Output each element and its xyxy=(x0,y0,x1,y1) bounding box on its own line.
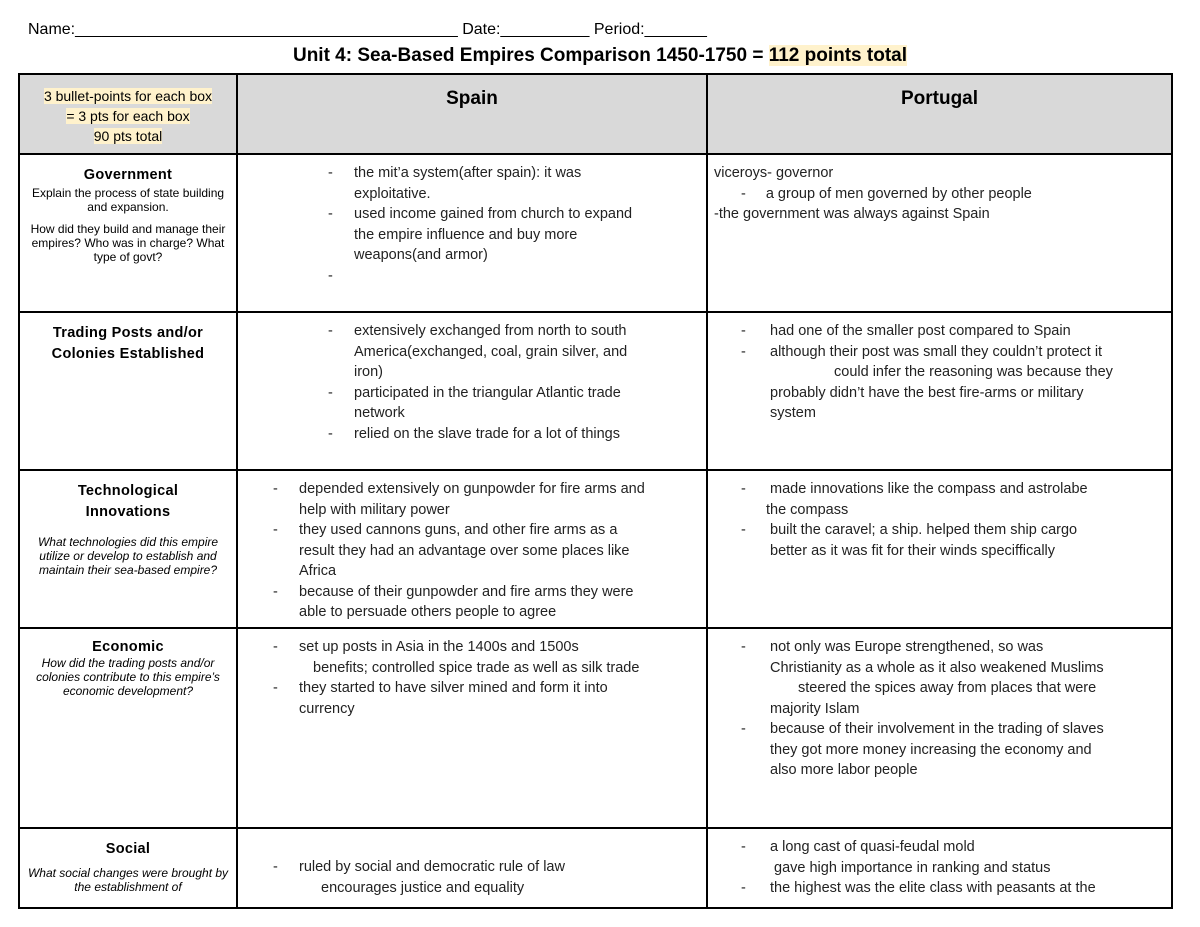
cell-line: relied on the slave trade for a lot of things xyxy=(354,425,620,442)
cell-line: probably didn’t have the best fire-arms or military xyxy=(770,384,1084,401)
header-row xyxy=(19,74,1172,154)
portugal-cell: - not only was Europe strengthened, so was Christianity as a whole as it also weakened Muslims steered the spices away from places that were majority Islam - because of their involvement in the trading of slaves they got more money increasing the economy and also more labor people xyxy=(707,628,1172,828)
category-question: How did the trading posts and/or colonies contribute to this empire’s economic development? xyxy=(36,656,220,698)
cell-line: better as it was fit for their winds speciffically xyxy=(770,542,1056,559)
cell-line: network xyxy=(354,405,405,421)
cell-line: the mit’a system(after spain): it was xyxy=(354,165,582,181)
table-row xyxy=(19,828,1172,908)
category-cell xyxy=(19,312,237,470)
cell-line: also more labor people xyxy=(770,762,918,778)
cell-line: had one of the smaller post compared to Spain xyxy=(770,323,1071,339)
cell-line: they used cannons guns, and other fire arms as a xyxy=(299,522,618,538)
cell-line: because of their involvement in the trading of slaves xyxy=(770,721,1104,737)
table-row xyxy=(19,312,1172,470)
category-question: Explain the process of state building and expansion. xyxy=(31,186,225,214)
cell-line: set up posts in Asia in the 1400s and 1500s xyxy=(299,639,579,655)
spain-cell: - depended extensively on gunpowder for fire arms and help with military power - they used cannons guns, and other fire arms as a result they had an advantage over some places like Africa - because of their gunpowder and fire arms they were able to persuade others people to agree xyxy=(237,470,707,628)
cell-line: built the caravel; a ship. helped them ship cargo xyxy=(770,522,1078,538)
cell-line: they started to have silver mined and form it into xyxy=(299,680,608,696)
portugal-cell: viceroys- governor - a group of men governed by other people -the government was always against Spain xyxy=(707,154,1172,312)
cell-line: ruled by social and democratic rule of law xyxy=(299,859,565,875)
cell-line: they got more money increasing the economy and xyxy=(770,741,1092,758)
cell-line: steered the spices away from places that were xyxy=(798,680,1097,696)
cell-line: depended extensively on gunpowder for fire arms and xyxy=(299,481,645,497)
page-title xyxy=(0,45,1200,67)
rubric-line: = 3 pts for each box xyxy=(66,108,190,124)
cell-line: a group of men governed by other people xyxy=(765,185,1032,202)
cell-line: exploitative. xyxy=(354,185,431,202)
category-question: What social changes were brought by the establishment of xyxy=(27,866,229,894)
column-header-spain: Spain xyxy=(237,74,707,154)
cell-line: although their post was small they couldn’t protect it xyxy=(770,343,1103,360)
spain-cell: - set up posts in Asia in the 1400s and 1500s benefits; controlled spice trade as well as silk trade - they started to have silver mined and form it into currency xyxy=(237,628,707,828)
category-cell xyxy=(19,628,237,828)
cell-line: the empire influence and buy more xyxy=(354,226,578,243)
rubric-line: 3 bullet-points for each box xyxy=(43,88,213,104)
rubric-cell xyxy=(19,74,237,154)
category-name: Government xyxy=(83,167,173,183)
cell-line: participated in the triangular Atlantic trade xyxy=(354,384,621,401)
comparison-table xyxy=(18,73,1173,909)
cell-line: system xyxy=(770,405,816,421)
table-row xyxy=(19,154,1172,312)
portugal-cell: - had one of the smaller post compared to Spain - although their post was small they couldn’t protect it could infer the reasoning was because they probably didn’t have the best fire-arms or military system xyxy=(707,312,1172,470)
category-cell xyxy=(19,828,237,908)
category-name: Economic xyxy=(92,639,164,655)
cell-line: -the government was always against Spain xyxy=(714,206,990,222)
cell-line: America(exchanged, coal, grain silver, and xyxy=(354,343,628,360)
rubric-line: 90 pts total xyxy=(93,128,163,144)
cell-line: encourages justice and equality xyxy=(321,879,525,896)
cell-line: weapons(and armor) xyxy=(354,247,488,263)
cell-line: made innovations like the compass and astrolabe xyxy=(770,481,1088,497)
cell-line: the compass xyxy=(766,501,849,518)
cell-line: could infer the reasoning was because they xyxy=(834,364,1113,380)
category-name: Technological Innovations xyxy=(77,483,179,520)
category-cell xyxy=(19,470,237,628)
title-main: Unit 4: Sea-Based Empires Comparison 1450-1750 = xyxy=(292,45,769,66)
cell-line: because of their gunpowder and fire arms they were xyxy=(299,583,634,600)
portugal-cell: - a long cast of quasi-feudal mold gave high importance in ranking and status - the highest was the elite class with peasants at the xyxy=(707,828,1172,908)
title-points-highlight: 112 points total xyxy=(768,45,908,66)
category-cell xyxy=(19,154,237,312)
category-question: What technologies did this empire utilize or develop to establish and maintain their sea-based empire? xyxy=(37,535,219,577)
table-row xyxy=(19,470,1172,628)
category-question: How did they build and manage their empires? Who was in charge? What type of govt? xyxy=(30,222,226,264)
cell-line: iron) xyxy=(354,364,384,380)
cell-line: viceroys- governor xyxy=(714,165,834,181)
cell-line: majority Islam xyxy=(770,700,860,717)
cell-line: Christianity as a whole as it also weakened Muslims xyxy=(770,659,1104,676)
cell-line: gave high importance in ranking and status xyxy=(774,859,1051,876)
name-date-period-line: Name:___________________________________________ Date:__________ Period:_______ xyxy=(28,21,707,38)
cell-line: not only was Europe strengthened, so was xyxy=(770,639,1044,655)
spain-cell: - extensively exchanged from north to south America(exchanged, coal, grain silver, and iron) - participated in the triangular Atlantic trade network - relied on the slave trade for a lot of things xyxy=(237,312,707,470)
cell-line: extensively exchanged from north to south xyxy=(354,323,627,339)
cell-line: result they had an advantage over some places like xyxy=(299,542,630,559)
spain-cell: - the mit’a system(after spain): it was exploitative. - used income gained from church to expand the empire influence and buy more weapons(and armor) - xyxy=(237,154,707,312)
cell-line: a long cast of quasi-feudal mold xyxy=(770,839,975,855)
portugal-cell: - made innovations like the compass and astrolabe the compass - built the caravel; a ship. helped them ship cargo better as it was fit for their winds speciffically xyxy=(707,470,1172,628)
category-name: Social xyxy=(105,841,151,857)
cell-line: benefits; controlled spice trade as well as silk trade xyxy=(313,659,640,676)
table-row xyxy=(19,628,1172,828)
category-name: Trading Posts and/or Colonies Established xyxy=(51,325,205,362)
column-header-portugal: Portugal xyxy=(707,74,1172,154)
cell-line: used income gained from church to expand xyxy=(354,206,633,222)
cell-line: help with military power xyxy=(299,501,450,518)
cell-line: currency xyxy=(299,700,355,717)
cell-line: Africa xyxy=(299,563,337,579)
spain-cell: - ruled by social and democratic rule of law encourages justice and equality xyxy=(237,828,707,908)
cell-line: the highest was the elite class with peasants at the xyxy=(770,880,1096,896)
cell-line: able to persuade others people to agree xyxy=(299,604,557,620)
